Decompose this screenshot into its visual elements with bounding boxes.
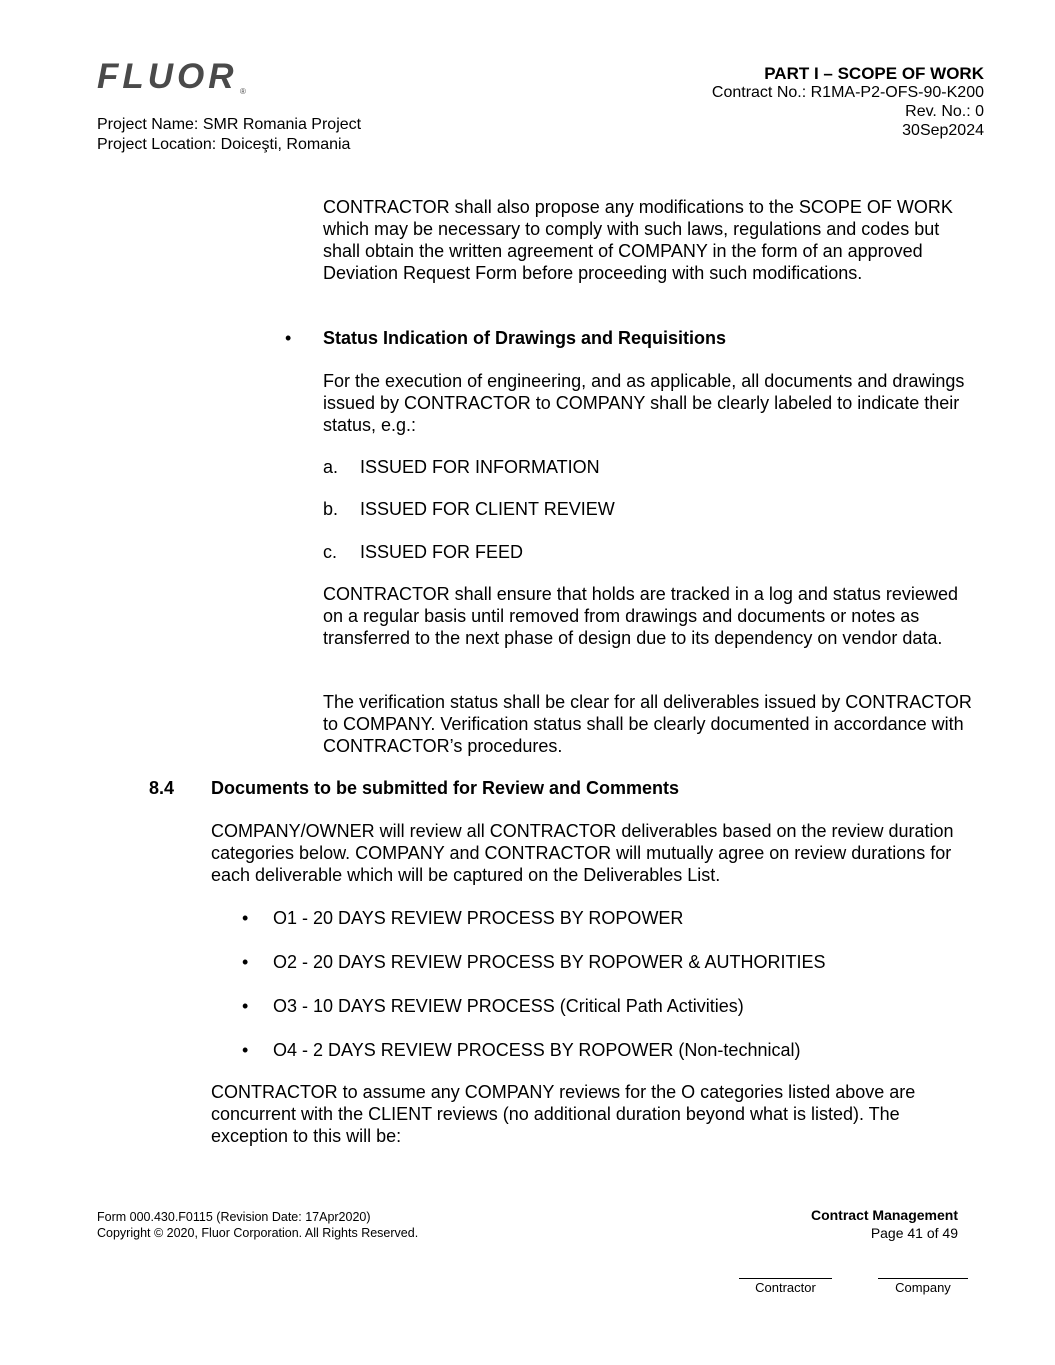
revision-number: Rev. No.: 0: [905, 103, 984, 120]
bullet-icon: •: [285, 328, 292, 348]
status-paragraph: For the execution of engineering, and as applicable, all documents and drawings issued by CONTRACTOR to COMPANY shall be clearly labeled to indicate their status, e.g.:: [323, 371, 965, 435]
footer-page-info: [811, 1206, 958, 1242]
registered-mark: ®: [240, 87, 246, 96]
list-item: ISSUED FOR CLIENT REVIEW: [360, 499, 615, 519]
document-date: 30Sep2024: [902, 122, 984, 139]
contractor-signature-label: Contractor: [755, 1280, 816, 1295]
review-category-item: O1 - 20 DAYS REVIEW PROCESS BY ROPOWER: [273, 908, 684, 928]
list-item: ISSUED FOR INFORMATION: [360, 457, 600, 477]
list-letter: b.: [323, 499, 339, 519]
closing-paragraph: CONTRACTOR to assume any COMPANY reviews for the O categories listed above are concurrent with the CLIENT reviews (no additional duration beyond what is listed). The exception to this will be:: [211, 1082, 916, 1146]
status-heading: Status Indication of Drawings and Requisitions: [323, 328, 727, 348]
contract-number: Contract No.: R1MA-P2-OFS-90-K200: [711, 84, 984, 101]
project-location: Project Location: Doiceşti, Romania: [97, 136, 351, 153]
bullet-icon: •: [242, 908, 249, 928]
review-paragraph: COMPANY/OWNER will review all CONTRACTOR deliverables based on the review duration categories below. COMPANY and CONTRACTOR will mutually agree on review durations for each deliverable which will be captured on the Deliverables List.: [211, 821, 954, 885]
bullet-icon: •: [242, 952, 249, 972]
review-category-item: O4 - 2 DAYS REVIEW PROCESS BY ROPOWER (Non-technical): [273, 1040, 801, 1060]
section-number: 8.4: [149, 778, 175, 798]
project-name: Project Name: SMR Romania Project: [97, 116, 362, 133]
company-signature-label: Company: [895, 1280, 951, 1295]
bullet-icon: •: [242, 1040, 249, 1060]
document-title: PART I – SCOPE OF WORK: [764, 64, 984, 83]
project-info: [97, 115, 361, 155]
section-title: Documents to be submitted for Review and Comments: [211, 778, 680, 798]
page-number: Page 41 of 49: [870, 1225, 958, 1241]
review-category-item: O2 - 20 DAYS REVIEW PROCESS BY ROPOWER & AUTHORITIES: [273, 952, 826, 972]
footer-form-info: [97, 1209, 418, 1241]
list-letter: c.: [323, 542, 338, 562]
review-category-item: O3 - 10 DAYS REVIEW PROCESS (Critical Path Activities): [273, 996, 744, 1016]
verification-paragraph: The verification status shall be clear for all deliverables issued by CONTRACTOR to COMPANY. Verification status shall be clearly documented in accordance with CONTRACTOR’s procedures.: [323, 692, 972, 756]
copyright: Copyright © 2020, Fluor Corporation. All Rights Reserved.: [97, 1226, 419, 1240]
list-letter: a.: [323, 457, 339, 477]
intro-paragraph: CONTRACTOR shall also propose any modifications to the SCOPE OF WORK which may be necessary to comply with such laws, regulations and codes but shall obtain the written agreement of COMPANY in the form of an approved Deviation Request Form before proceeding with such modifications.: [323, 197, 953, 283]
list-item: ISSUED FOR FEED: [360, 542, 524, 562]
department-label: Contract Management: [810, 1207, 958, 1223]
company-logo: FLUOR: [97, 57, 238, 96]
holds-paragraph: CONTRACTOR shall ensure that holds are tracked in a log and status reviewed on a regular basis until removed from drawings and documents or notes as transferred to the next phase of design due to its dependency on vendor data.: [323, 584, 958, 648]
bullet-icon: •: [242, 996, 249, 1016]
contractor-signature-line: [739, 1278, 832, 1279]
document-header: [712, 64, 984, 140]
company-signature-line: [878, 1278, 968, 1279]
form-number: Form 000.430.F0115 (Revision Date: 17Apr2020): [97, 1210, 371, 1224]
